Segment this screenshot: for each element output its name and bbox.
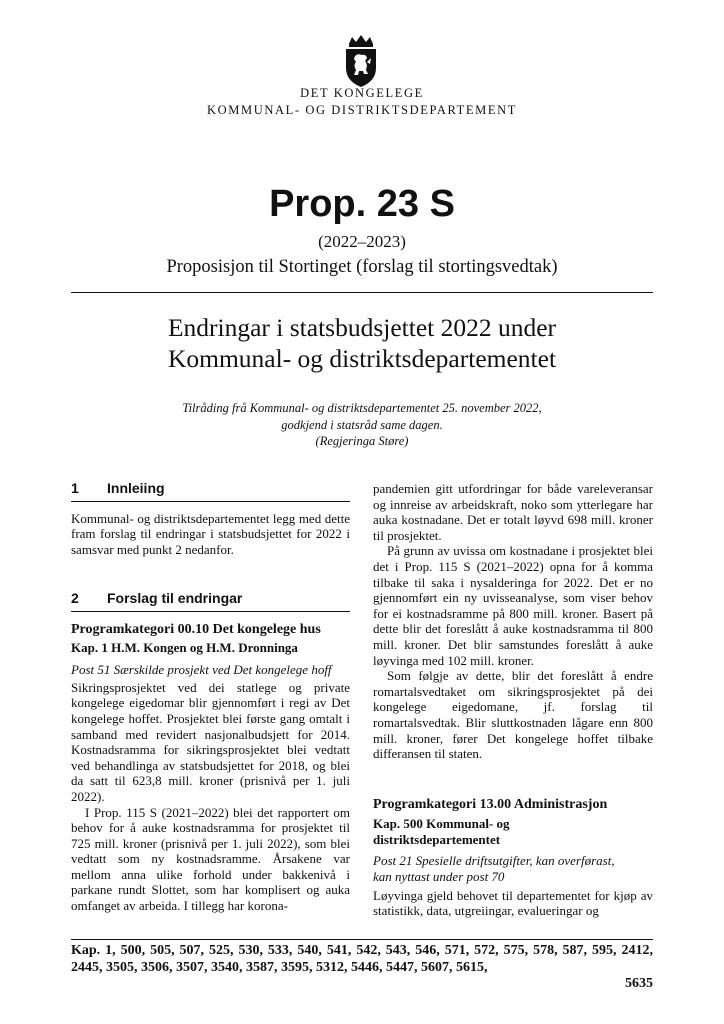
coat-of-arms-icon (337, 34, 385, 89)
chapter-heading-line-2: distriktsdepartementet (373, 831, 501, 847)
recommendation-note (0, 400, 724, 450)
post-heading: Post 51 Særskilde prosjekt ved Det kongelege hoff (71, 662, 332, 678)
session-year: (2022–2023) (318, 232, 406, 251)
document-title (0, 312, 724, 374)
section-1-number: 1 (71, 480, 79, 496)
chapter-list: Kap. 1, 500, 505, 507, 525, 530, 533, 540, 541, 542, 543, 546, 571, 572, 575, 578, 587, 595, 2412, 2445, 3505, 3506, 3507, 3540, 3587, 3595, 5312, 5446, 5447, 5607, 5615, (71, 943, 653, 975)
programme-category-heading: Programkategori 13.00 Administrasjon (373, 796, 608, 812)
programme-category-heading: Programkategori 00.10 Det kongelege hus (71, 621, 321, 637)
body-paragraph: På grunn av uvissa om kostnadane i prosjektet blei det i Prop. 115 S (2021–2022) opna for å komma tilbake til saka i nysalderinga for 2022. Det er no gjennomført ein ny uvisseanalyse, som viser behov for ei kostnadsramme på 800 mill. kroner. Basert på dette blir det foreslått å auke kostnadsramma til 800 mill. kroner. Det blir samstundes foreslått å auke løyvinga med 102 mill. kroner. (373, 543, 653, 668)
body-paragraph: Sikringsprosjektet ved dei statlege og private kongelege eigedomar blir gjennomført i regi av Det kongelege hoffet. Prosjektet blei første gang omtalt i samband med revidert nasjonalbudsjett for 2014. Kostnadsramma for sikringsprosjektet blei vedtatt ved behandlinga av statsbudsjettet for 2018, og blei da satt til 623,8 mill. kroner (prisnivå per 1. juli 2022). (71, 679, 350, 804)
chapter-heading-line-1: Kap. 500 Kommunal- og (373, 816, 510, 832)
chapter-heading (373, 816, 653, 847)
post-heading-line-2: kan nyttast under post 70 (373, 869, 505, 885)
right-column (373, 481, 653, 919)
document-title-line-2: Kommunal- og distriktsdepartementet (167, 344, 557, 373)
department-line-1: DET KONGELEGE (300, 86, 424, 100)
section-1-paragraph: Kommunal- og distriktsdepartementet legg med dette fram forslag til endringar i statsbudsjettet for 2022 i samsvar med punkt 2 nedanfor. (71, 510, 350, 557)
header-divider (71, 292, 653, 293)
proposition-subtitle: Proposisjon til Stortinget (forslag til stortingsvedtak) (166, 257, 558, 277)
post-heading (373, 853, 653, 884)
body-paragraph: Løyvinga gjeld behovet til departementet for kjøp av statistikk, data, utgreiingar, evalueringar og (373, 887, 653, 919)
section-2-title: Forslag til endringar (107, 590, 243, 607)
department-line-2: KOMMUNAL- OG DISTRIKTSDEPARTEMENT (207, 103, 517, 117)
section-1-heading (71, 481, 350, 502)
proposition-number: Prop. 23 S (269, 183, 455, 225)
section-1-title: Innleiing (107, 480, 165, 496)
footer-divider (71, 939, 653, 940)
chapter-heading: Kap. 1 H.M. Kongen og H.M. Dronninga (71, 639, 298, 655)
chapter-list-last: 5635 (625, 976, 653, 991)
section-2-heading (71, 591, 350, 612)
document-title-line-1: Endringar i statsbudsjettet 2022 under (167, 313, 557, 342)
section-2-number: 2 (71, 590, 79, 607)
body-paragraph: pandemien gitt utfordringar for både vareleveransar og innreise av arbeidskraft, noko som ytterlegare har auka kostnadane. Det er totalt løyvd 698 mill. kroner til prosjektet. (373, 481, 653, 543)
body-paragraph: Som følgje av dette, blir det foreslått å endre romartalsvedtaket om sikringsprosjektet på dei kongelege eigedomane, jf. forslag til romartalsvedtak. Blir sluttkostnaden lågare enn 800 mill. kroner, fører Det kongelege hoffet tilbake differansen til staten. (373, 668, 653, 762)
recommendation-line-1: Tilråding frå Kommunal- og distriktsdepartementet 25. november 2022, (182, 401, 542, 415)
recommendation-line-3: (Regjeringa Støre) (315, 434, 409, 448)
left-column (71, 481, 350, 914)
body-paragraph: I Prop. 115 S (2021–2022) blei det rapportert om behov for å auke kostnadsramma for prosjektet til 725 mill. kroner (prisnivå per 1. juli 2022), som blei vedtatt som ny kostnadsramme. Årsakene var mellom anna ulike forhold under bakkenivå i parkane rundt Slottet, som har komplisert og auka omfanget av arbeida. I tillegg har korona- (71, 804, 350, 914)
post-heading-line-1: Post 21 Spesielle driftsutgifter, kan overførast, (373, 853, 615, 869)
recommendation-line-2: godkjend i statsråd same dagen. (281, 417, 443, 432)
